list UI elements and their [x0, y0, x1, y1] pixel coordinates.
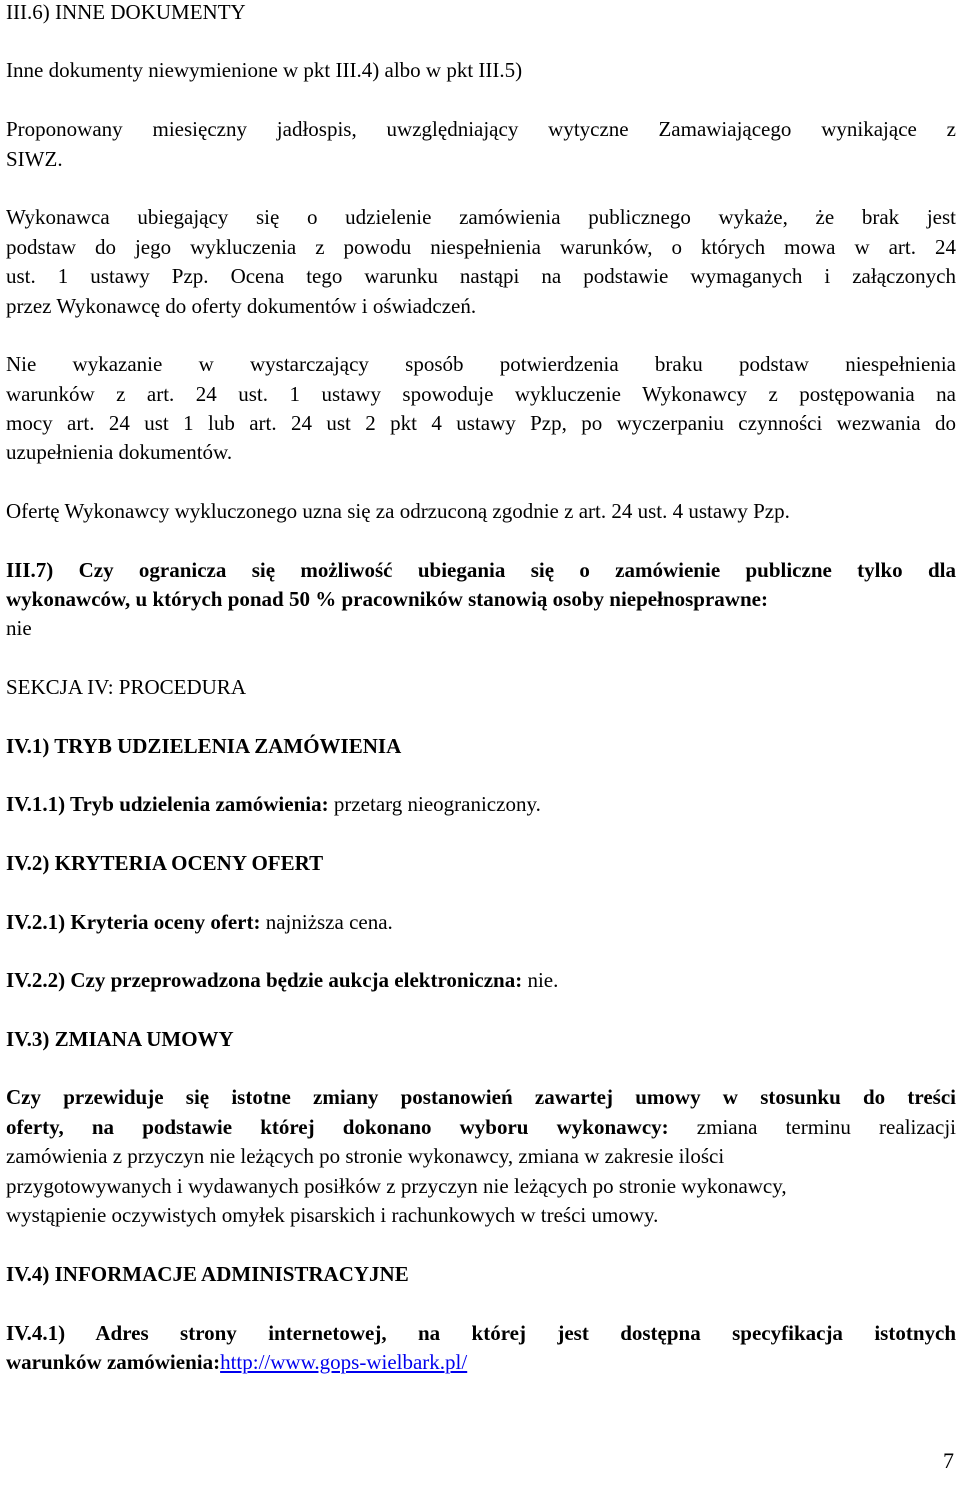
- paragraph-line: warunków z art. 24 ust. 1 ustawy spowoduje wykluczenie Wykonawcy z postępowania na: [6, 382, 956, 406]
- paragraph-line: Wykonawca ubiegający się o udzielenie zamówienia publicznego wykaże, że brak jest: [6, 205, 956, 229]
- heading-iv1: IV.1) TRYB UDZIELENIA ZAMÓWIENIA: [6, 734, 402, 758]
- item-iv21-label: IV.2.1) Kryteria oceny ofert:: [6, 910, 261, 934]
- item-iv22-value: nie.: [522, 968, 559, 992]
- item-iv22-label: IV.2.2) Czy przeprowadzona będzie aukcja elektroniczna:: [6, 968, 523, 992]
- contract-change-line: Czy przewiduje się istotne zmiany postanowień zawartej umowy w stosunku do treści: [6, 1085, 956, 1109]
- item-iv11-value: przetarg nieograniczony.: [328, 792, 541, 816]
- item-iv11: [6, 790, 541, 818]
- item-iv21: [6, 908, 393, 936]
- contract-change-line: przygotowywanych i wydawanych posiłków z przyczyn nie leżących po stronie wykonawcy,: [6, 1174, 787, 1198]
- item-iv21-value: najniższa cena.: [260, 910, 393, 934]
- question-3-7-answer: nie: [6, 616, 32, 640]
- paragraph-line: Ofertę Wykonawcy wykluczonego uzna się za odrzuconą zgodnie z art. 24 ust. 4 ustawy Pzp.: [6, 499, 790, 523]
- contract-change-answer: zmiana terminu realizacji: [668, 1115, 956, 1139]
- spec-website-link[interactable]: http://www.gops-wielbark.pl/: [220, 1350, 468, 1374]
- item-iv41-line: IV.4.1) Adres strony internetowej, na której jest dostępna specyfikacja istotnych: [6, 1321, 956, 1345]
- paragraph-line: SIWZ.: [6, 147, 63, 171]
- paragraph-line: podstaw do jego wykluczenia z powodu niespełnienia warunków, o których mowa w art. 24: [6, 235, 956, 259]
- page-number: 7: [943, 1448, 954, 1473]
- heading-iv4: IV.4) INFORMACJE ADMINISTRACYJNE: [6, 1262, 409, 1286]
- contract-change-line: zamówienia z przyczyn nie leżących po stronie wykonawcy, zmiana w zakresie ilości: [6, 1144, 725, 1168]
- paragraph-line: mocy art. 24 ust 1 lub art. 24 ust 2 pkt 4 ustawy Pzp, po wyczerpaniu czynności wezwania do: [6, 411, 956, 435]
- item-iv41-line: [6, 1348, 467, 1376]
- contract-change-line: wystąpienie oczywistych omyłek pisarskich i rachunkowych w treści umowy.: [6, 1203, 659, 1227]
- contract-change-line: [6, 1113, 956, 1141]
- subheading-other-documents: Inne dokumenty niewymienione w pkt III.4) albo w pkt III.5): [6, 58, 523, 82]
- item-iv41-label: warunków zamówienia:: [6, 1350, 221, 1374]
- question-3-7-line: III.7) Czy ogranicza się możliwość ubiegania się o zamówienie publiczne tylko dla: [6, 558, 956, 582]
- paragraph-line: ust. 1 ustawy Pzp. Ocena tego warunku nastąpi na podstawie wymaganych i załączonych: [6, 264, 956, 288]
- contract-change-question: oferty, na podstawie której dokonano wyboru wykonawcy:: [6, 1115, 669, 1139]
- section-heading-3-6: III.6) INNE DOKUMENTY: [6, 0, 246, 24]
- paragraph-line: Nie wykazanie w wystarczający sposób potwierdzenia braku podstaw niespełnienia: [6, 352, 956, 376]
- item-iv11-label: IV.1.1) Tryb udzielenia zamówienia:: [6, 792, 329, 816]
- question-3-7-line: wykonawców, u których ponad 50 % pracowników stanowią osoby niepełnosprawne:: [6, 587, 768, 611]
- section-title-4: SEKCJA IV: PROCEDURA: [6, 675, 246, 699]
- paragraph-line: Proponowany miesięczny jadłospis, uwzględniający wytyczne Zamawiającego wynikające z: [6, 117, 956, 141]
- heading-iv2: IV.2) KRYTERIA OCENY OFERT: [6, 851, 324, 875]
- paragraph-line: przez Wykonawcę do oferty dokumentów i oświadczeń.: [6, 294, 477, 318]
- heading-iv3: IV.3) ZMIANA UMOWY: [6, 1027, 234, 1051]
- paragraph-line: uzupełnienia dokumentów.: [6, 440, 233, 464]
- item-iv22: [6, 966, 558, 994]
